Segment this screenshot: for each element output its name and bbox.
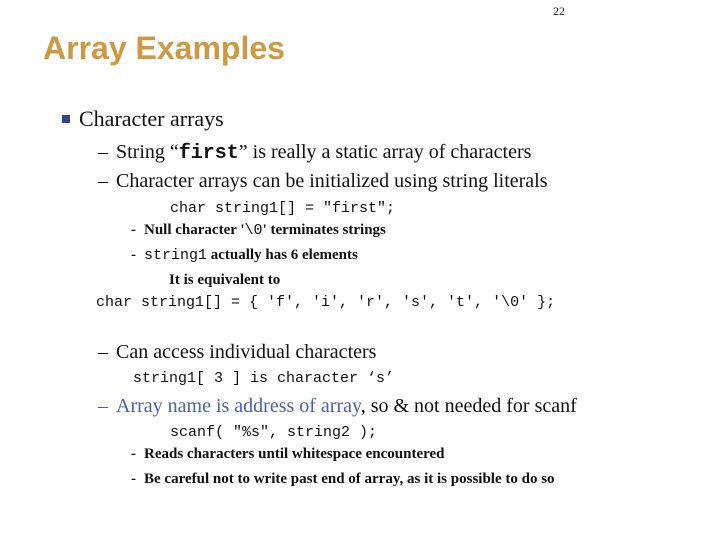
bullet-text: Can access individual characters xyxy=(116,341,377,363)
bullet-text: actually has 6 elements xyxy=(207,247,358,263)
code-declaration: char string1[] = "first"; xyxy=(170,200,396,217)
bullet-init xyxy=(98,170,548,193)
bullet-array-name xyxy=(98,395,577,418)
bullet-text-post: ” is really a static array of characters xyxy=(238,141,532,163)
dash-icon: - xyxy=(131,247,136,263)
slide-number: 22 xyxy=(553,4,565,18)
square-bullet-icon xyxy=(62,115,70,123)
bullet-null-character xyxy=(131,222,386,239)
dash-icon: - xyxy=(131,471,136,487)
bullet-six-elements xyxy=(131,247,358,264)
bullet-character-arrays xyxy=(62,106,224,132)
bullet-be-careful xyxy=(131,471,555,488)
bullet-text-accent: Array name is address of array xyxy=(116,395,361,417)
bullet-text-pre: String “ xyxy=(116,141,179,163)
code-scanf: scanf( "%s", string2 ); xyxy=(170,424,378,441)
dash-icon: – xyxy=(98,341,108,363)
code-first: first xyxy=(178,142,239,165)
code-string1: string1 xyxy=(144,247,208,264)
bullet-text: Reads characters until whitespace encountered xyxy=(144,446,445,462)
code-equivalent: char string1[] = { 'f', 'i', 'r', 's', 't', '\0' }; xyxy=(96,294,556,311)
bullet-text: Character arrays xyxy=(79,106,224,131)
bullet-string-first xyxy=(98,141,531,165)
dash-icon: – xyxy=(98,170,108,192)
bullet-text-pre: Null character ' xyxy=(144,222,245,238)
dash-icon: - xyxy=(131,446,136,462)
bullet-reads-characters xyxy=(131,446,445,463)
dash-icon: – xyxy=(98,141,108,163)
code-access: string1[ 3 ] is character ‘s’ xyxy=(133,370,395,387)
bullet-text: Character arrays can be initialized using string literals xyxy=(116,170,548,192)
dash-icon: - xyxy=(131,222,136,238)
dash-icon: – xyxy=(98,395,108,417)
bullet-access xyxy=(98,341,376,364)
bullet-text-post: ' terminates strings xyxy=(262,222,386,238)
bullet-text: Be careful not to write past end of array, as it is possible to do so xyxy=(144,471,555,487)
code-null: \0 xyxy=(244,222,263,239)
bullet-text: , so & not needed for scanf xyxy=(360,395,577,417)
slide-title: Array Examples xyxy=(43,30,285,66)
equivalent-text: It is equivalent to xyxy=(169,272,281,288)
